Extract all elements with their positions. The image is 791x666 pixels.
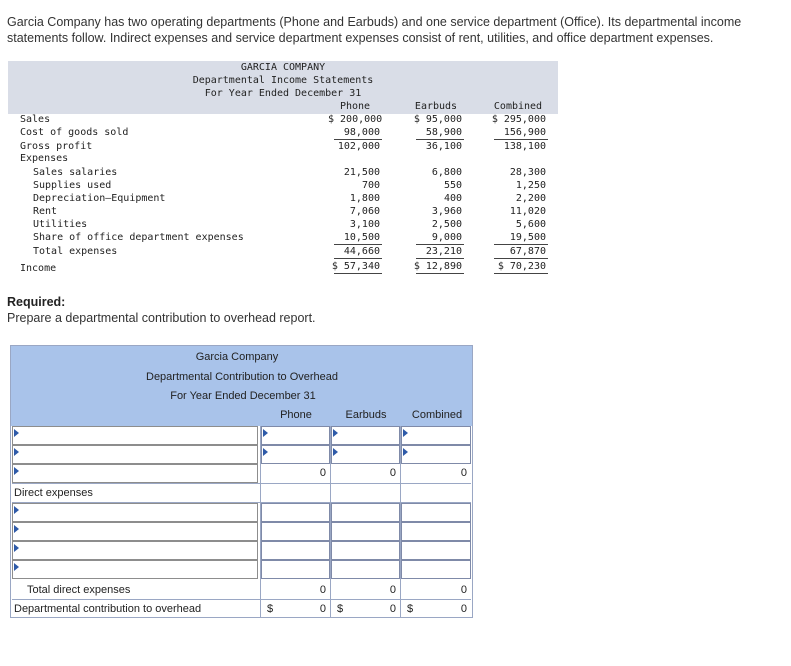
required-heading: Required: — [7, 295, 66, 309]
row-value: 58,900 — [425, 127, 462, 138]
row-label: Income — [20, 263, 57, 274]
dropdown-icon — [14, 429, 19, 437]
dropdown-icon — [14, 448, 19, 456]
earbuds-currency: $ — [337, 603, 344, 615]
phone-subtotal: 0 — [319, 467, 326, 479]
row-value: 2,500 — [431, 219, 462, 230]
row-label: Cost of goods sold — [20, 127, 129, 138]
row-value: 7,060 — [349, 206, 380, 217]
row-value: 1,800 — [349, 193, 380, 204]
row-label: Depreciation—Equipment — [33, 193, 166, 204]
statement-row — [8, 206, 558, 219]
row-label: Utilities — [33, 219, 88, 230]
form-col-phone: Phone — [280, 409, 312, 421]
row-value: 98,000 — [343, 127, 380, 138]
phone-amount-input[interactable] — [261, 445, 330, 464]
combined-expense-input[interactable] — [401, 541, 471, 560]
row-label: Supplies used — [33, 180, 112, 191]
row-value: 3,100 — [349, 219, 380, 230]
row-value: 138,100 — [503, 141, 546, 152]
row-value: 67,870 — [509, 246, 546, 257]
earbuds-contribution: 0 — [389, 603, 396, 615]
form-title: Departmental Contribution to Overhead — [146, 371, 338, 383]
row-value: $ 70,230 — [497, 261, 546, 272]
combined-currency: $ — [407, 603, 414, 615]
row-value: 11,020 — [509, 206, 546, 217]
statement-col-combined: Combined — [493, 101, 543, 112]
row-value: 23,210 — [425, 246, 462, 257]
underline — [334, 244, 382, 245]
earbuds-expense-input[interactable] — [331, 541, 400, 560]
underline — [334, 258, 382, 259]
row-value: 700 — [361, 180, 380, 191]
total-direct-label: Total direct expenses — [27, 584, 131, 596]
statement-col-earbuds: Earbuds — [414, 101, 458, 112]
combined-subtotal: 0 — [460, 467, 467, 479]
row-value: 1,250 — [515, 180, 546, 191]
phone-total-direct: 0 — [319, 584, 326, 596]
underline — [494, 244, 548, 245]
direct-expenses-label: Direct expenses — [14, 487, 93, 499]
statement-period: For Year Ended December 31 — [204, 88, 362, 99]
line-item-select[interactable] — [12, 445, 258, 464]
combined-expense-input[interactable] — [401, 503, 471, 522]
statement-row — [8, 180, 558, 193]
earbuds-total-direct: 0 — [389, 584, 396, 596]
double-underline — [416, 273, 464, 274]
row-label: Gross profit — [20, 141, 93, 152]
dropdown-icon — [403, 429, 408, 437]
form-col-earbuds: Earbuds — [345, 409, 387, 421]
subtotal-label-select[interactable] — [12, 464, 258, 483]
required-section — [7, 294, 316, 326]
required-text: Prepare a departmental contribution to overhead report. — [7, 311, 316, 325]
dropdown-icon — [14, 467, 19, 475]
statement-company: GARCIA COMPANY — [240, 62, 326, 73]
direct-expense-select[interactable] — [12, 522, 258, 541]
contribution-report-form — [10, 345, 473, 618]
row-label: Total expenses — [33, 246, 118, 257]
combined-amount-input[interactable] — [401, 445, 471, 464]
row-label: Expenses — [20, 153, 69, 164]
double-underline — [334, 273, 382, 274]
contribution-label: Departmental contribution to overhead — [14, 603, 202, 615]
earbuds-amount-input[interactable] — [331, 445, 400, 464]
statement-col-phone: Phone — [339, 101, 371, 112]
statement-row — [8, 167, 558, 180]
row-value: 156,900 — [503, 127, 546, 138]
row-value: 19,500 — [509, 232, 546, 243]
row-value: 44,660 — [343, 246, 380, 257]
phone-currency: $ — [267, 603, 274, 615]
row-divider — [12, 483, 471, 484]
earbuds-expense-input[interactable] — [331, 522, 400, 541]
statement-title: Departmental Income Statements — [192, 75, 374, 86]
row-value: $ 57,340 — [331, 261, 380, 272]
combined-expense-input[interactable] — [401, 522, 471, 541]
statement-row — [8, 246, 558, 259]
earbuds-expense-input[interactable] — [331, 560, 400, 579]
statement-row — [8, 219, 558, 232]
row-value: 9,000 — [431, 232, 462, 243]
statement-row — [8, 127, 558, 140]
row-label: Sales salaries — [33, 167, 118, 178]
line-item-select[interactable] — [12, 426, 258, 445]
form-col-combined: Combined — [411, 409, 463, 421]
combined-contribution: 0 — [460, 603, 467, 615]
row-value: 102,000 — [337, 141, 380, 152]
problem-intro: Garcia Company has two operating departments (Phone and Earbuds) and one service department (Office). Its departmental income statements follow. Indirect expenses and service department expenses consist of rent, utilities, and office department expenses. — [7, 15, 742, 45]
form-company: Garcia Company — [195, 351, 279, 363]
underline — [494, 258, 548, 259]
row-value: $ 12,890 — [413, 261, 462, 272]
row-value: 6,800 — [431, 167, 462, 178]
direct-expense-select[interactable] — [12, 503, 258, 522]
phone-contribution: 0 — [319, 603, 326, 615]
underline — [416, 244, 464, 245]
row-label: Share of office department expenses — [33, 232, 244, 243]
row-value: $ 295,000 — [491, 114, 546, 125]
statement-row — [8, 114, 558, 127]
statement-row — [8, 232, 558, 245]
combined-expense-input[interactable] — [401, 560, 471, 579]
dropdown-icon — [14, 506, 19, 514]
phone-amount-input[interactable] — [261, 426, 330, 445]
dropdown-icon — [263, 448, 268, 456]
row-value: 550 — [443, 180, 462, 191]
statement-row — [8, 263, 558, 276]
direct-expense-select[interactable] — [12, 541, 258, 560]
dropdown-icon — [14, 525, 19, 533]
row-value: 2,200 — [515, 193, 546, 204]
statement-row — [8, 153, 558, 166]
form-period: For Year Ended December 31 — [170, 390, 316, 402]
underline — [334, 139, 382, 140]
dropdown-icon — [14, 563, 19, 571]
row-value: 28,300 — [509, 167, 546, 178]
double-underline — [494, 273, 548, 274]
row-value: 10,500 — [343, 232, 380, 243]
row-label: Sales — [20, 114, 51, 125]
combined-amount-input[interactable] — [401, 426, 471, 445]
underline — [494, 139, 548, 140]
dropdown-icon — [403, 448, 408, 456]
earbuds-amount-input[interactable] — [331, 426, 400, 445]
dropdown-icon — [263, 429, 268, 437]
phone-expense-input[interactable] — [261, 560, 330, 579]
row-value: 3,960 — [431, 206, 462, 217]
underline — [416, 139, 464, 140]
row-value: $ 200,000 — [328, 114, 383, 125]
dropdown-icon — [333, 429, 338, 437]
row-value: 21,500 — [343, 167, 380, 178]
row-value: $ 95,000 — [413, 114, 462, 125]
row-divider — [12, 599, 471, 600]
dropdown-icon — [333, 448, 338, 456]
income-statements-table — [8, 61, 558, 281]
row-value: 400 — [443, 193, 462, 204]
statement-row — [8, 193, 558, 206]
row-value: 36,100 — [425, 141, 462, 152]
underline — [416, 258, 464, 259]
phone-expense-input[interactable] — [261, 541, 330, 560]
dropdown-icon — [14, 544, 19, 552]
row-value: 5,600 — [515, 219, 546, 230]
direct-expense-select[interactable] — [12, 560, 258, 579]
phone-expense-input[interactable] — [261, 503, 330, 522]
earbuds-subtotal: 0 — [389, 467, 396, 479]
phone-expense-input[interactable] — [261, 522, 330, 541]
combined-total-direct: 0 — [460, 584, 467, 596]
earbuds-expense-input[interactable] — [331, 503, 400, 522]
row-label: Rent — [33, 206, 58, 217]
